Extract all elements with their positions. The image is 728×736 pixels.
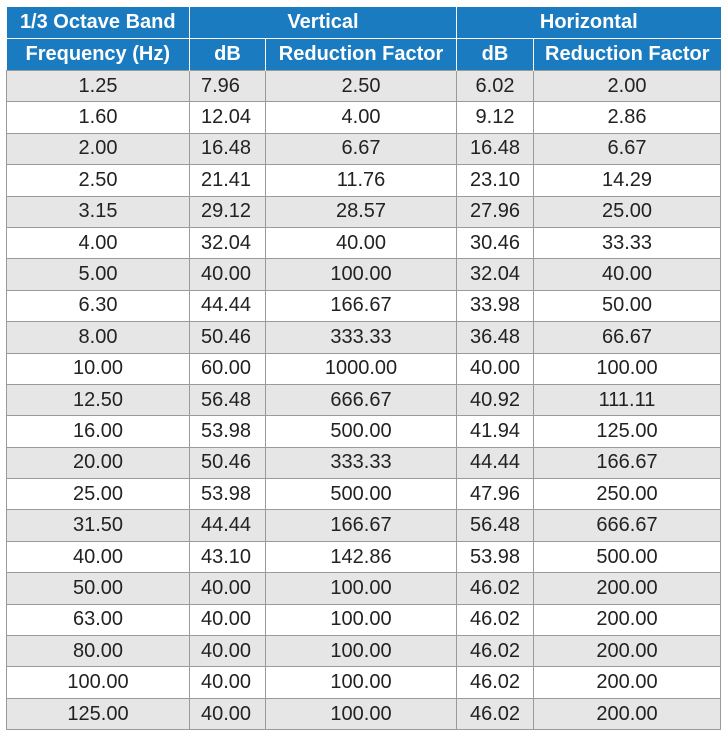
vertical-db-cell: 29.12 bbox=[190, 196, 266, 227]
frequency-cell: 12.50 bbox=[7, 384, 190, 415]
horizontal-db-cell: 16.48 bbox=[457, 133, 534, 164]
vertical-db-cell: 44.44 bbox=[190, 290, 266, 321]
table-row bbox=[7, 259, 721, 290]
frequency-cell: 2.50 bbox=[7, 165, 190, 196]
table-row bbox=[7, 698, 721, 729]
table-row bbox=[7, 479, 721, 510]
frequency-cell: 50.00 bbox=[7, 573, 190, 604]
horizontal-db-cell: 46.02 bbox=[457, 667, 534, 698]
frequency-cell: 31.50 bbox=[7, 510, 190, 541]
vibration-reduction-table bbox=[6, 7, 721, 730]
vertical-db-cell: 60.00 bbox=[190, 353, 266, 384]
header-band: 1/3 Octave Band bbox=[7, 7, 190, 39]
header-frequency: Frequency (Hz) bbox=[7, 39, 190, 71]
table-row bbox=[7, 447, 721, 478]
table-row bbox=[7, 102, 721, 133]
header-row-columns bbox=[7, 39, 721, 71]
vertical-db-cell: 56.48 bbox=[190, 384, 266, 415]
vertical-reduction-factor-cell: 166.67 bbox=[266, 510, 457, 541]
horizontal-reduction-factor-cell: 500.00 bbox=[534, 541, 721, 572]
vertical-db-cell: 40.00 bbox=[190, 259, 266, 290]
header-horizontal-reduction-factor: Reduction Factor bbox=[534, 39, 721, 71]
vertical-db-cell: 53.98 bbox=[190, 416, 266, 447]
frequency-cell: 1.60 bbox=[7, 102, 190, 133]
vertical-reduction-factor-cell: 100.00 bbox=[266, 573, 457, 604]
vertical-reduction-factor-cell: 500.00 bbox=[266, 479, 457, 510]
table-row bbox=[7, 133, 721, 164]
horizontal-reduction-factor-cell: 200.00 bbox=[534, 636, 721, 667]
vertical-db-cell: 32.04 bbox=[190, 227, 266, 258]
horizontal-db-cell: 40.00 bbox=[457, 353, 534, 384]
header-vertical-db: dB bbox=[190, 39, 266, 71]
vertical-reduction-factor-cell: 40.00 bbox=[266, 227, 457, 258]
vertical-reduction-factor-cell: 1000.00 bbox=[266, 353, 457, 384]
vertical-db-cell: 40.00 bbox=[190, 698, 266, 729]
frequency-cell: 6.30 bbox=[7, 290, 190, 321]
vertical-reduction-factor-cell: 142.86 bbox=[266, 541, 457, 572]
vertical-db-cell: 40.00 bbox=[190, 573, 266, 604]
horizontal-db-cell: 53.98 bbox=[457, 541, 534, 572]
horizontal-db-cell: 47.96 bbox=[457, 479, 534, 510]
horizontal-db-cell: 36.48 bbox=[457, 322, 534, 353]
header-row-groups bbox=[7, 7, 721, 39]
horizontal-db-cell: 41.94 bbox=[457, 416, 534, 447]
horizontal-reduction-factor-cell: 250.00 bbox=[534, 479, 721, 510]
vertical-reduction-factor-cell: 100.00 bbox=[266, 259, 457, 290]
table-row bbox=[7, 71, 721, 102]
header-horizontal-db: dB bbox=[457, 39, 534, 71]
vertical-db-cell: 21.41 bbox=[190, 165, 266, 196]
vertical-reduction-factor-cell: 2.50 bbox=[266, 71, 457, 102]
vertical-reduction-factor-cell: 333.33 bbox=[266, 447, 457, 478]
horizontal-reduction-factor-cell: 200.00 bbox=[534, 573, 721, 604]
vertical-reduction-factor-cell: 4.00 bbox=[266, 102, 457, 133]
vertical-db-cell: 53.98 bbox=[190, 479, 266, 510]
header-vertical: Vertical bbox=[190, 7, 457, 39]
horizontal-db-cell: 32.04 bbox=[457, 259, 534, 290]
frequency-cell: 125.00 bbox=[7, 698, 190, 729]
horizontal-reduction-factor-cell: 66.67 bbox=[534, 322, 721, 353]
vertical-reduction-factor-cell: 100.00 bbox=[266, 604, 457, 635]
horizontal-reduction-factor-cell: 200.00 bbox=[534, 667, 721, 698]
horizontal-reduction-factor-cell: 111.11 bbox=[534, 384, 721, 415]
frequency-cell: 8.00 bbox=[7, 322, 190, 353]
horizontal-db-cell: 40.92 bbox=[457, 384, 534, 415]
horizontal-db-cell: 44.44 bbox=[457, 447, 534, 478]
horizontal-reduction-factor-cell: 2.86 bbox=[534, 102, 721, 133]
table-row bbox=[7, 290, 721, 321]
horizontal-db-cell: 30.46 bbox=[457, 227, 534, 258]
vertical-reduction-factor-cell: 500.00 bbox=[266, 416, 457, 447]
horizontal-reduction-factor-cell: 666.67 bbox=[534, 510, 721, 541]
horizontal-reduction-factor-cell: 166.67 bbox=[534, 447, 721, 478]
vertical-db-cell: 16.48 bbox=[190, 133, 266, 164]
frequency-cell: 3.15 bbox=[7, 196, 190, 227]
table-row bbox=[7, 541, 721, 572]
horizontal-reduction-factor-cell: 200.00 bbox=[534, 698, 721, 729]
frequency-cell: 63.00 bbox=[7, 604, 190, 635]
header-vertical-reduction-factor: Reduction Factor bbox=[266, 39, 457, 71]
frequency-cell: 20.00 bbox=[7, 447, 190, 478]
horizontal-reduction-factor-cell: 40.00 bbox=[534, 259, 721, 290]
frequency-cell: 5.00 bbox=[7, 259, 190, 290]
vertical-reduction-factor-cell: 666.67 bbox=[266, 384, 457, 415]
table-row bbox=[7, 227, 721, 258]
table-row bbox=[7, 353, 721, 384]
frequency-cell: 25.00 bbox=[7, 479, 190, 510]
table-row bbox=[7, 667, 721, 698]
vertical-db-cell: 43.10 bbox=[190, 541, 266, 572]
table-row bbox=[7, 416, 721, 447]
table-row bbox=[7, 636, 721, 667]
horizontal-db-cell: 56.48 bbox=[457, 510, 534, 541]
vertical-db-cell: 40.00 bbox=[190, 667, 266, 698]
frequency-cell: 1.25 bbox=[7, 71, 190, 102]
horizontal-db-cell: 27.96 bbox=[457, 196, 534, 227]
frequency-cell: 2.00 bbox=[7, 133, 190, 164]
table-row bbox=[7, 573, 721, 604]
horizontal-reduction-factor-cell: 25.00 bbox=[534, 196, 721, 227]
header-horizontal: Horizontal bbox=[457, 7, 721, 39]
horizontal-db-cell: 6.02 bbox=[457, 71, 534, 102]
horizontal-db-cell: 23.10 bbox=[457, 165, 534, 196]
vertical-db-cell: 40.00 bbox=[190, 636, 266, 667]
horizontal-db-cell: 46.02 bbox=[457, 698, 534, 729]
vertical-db-cell: 44.44 bbox=[190, 510, 266, 541]
frequency-cell: 4.00 bbox=[7, 227, 190, 258]
vertical-db-cell: 40.00 bbox=[190, 604, 266, 635]
table-row bbox=[7, 196, 721, 227]
horizontal-reduction-factor-cell: 100.00 bbox=[534, 353, 721, 384]
vertical-db-cell: 50.46 bbox=[190, 322, 266, 353]
vertical-db-cell: 12.04 bbox=[190, 102, 266, 133]
table-row bbox=[7, 322, 721, 353]
frequency-cell: 40.00 bbox=[7, 541, 190, 572]
vertical-reduction-factor-cell: 100.00 bbox=[266, 636, 457, 667]
vertical-reduction-factor-cell: 166.67 bbox=[266, 290, 457, 321]
table-row bbox=[7, 510, 721, 541]
table-row bbox=[7, 604, 721, 635]
horizontal-db-cell: 33.98 bbox=[457, 290, 534, 321]
table-row bbox=[7, 384, 721, 415]
horizontal-reduction-factor-cell: 33.33 bbox=[534, 227, 721, 258]
horizontal-reduction-factor-cell: 200.00 bbox=[534, 604, 721, 635]
horizontal-db-cell: 9.12 bbox=[457, 102, 534, 133]
table-header bbox=[7, 7, 721, 71]
horizontal-reduction-factor-cell: 14.29 bbox=[534, 165, 721, 196]
vertical-reduction-factor-cell: 11.76 bbox=[266, 165, 457, 196]
horizontal-reduction-factor-cell: 50.00 bbox=[534, 290, 721, 321]
horizontal-db-cell: 46.02 bbox=[457, 573, 534, 604]
horizontal-reduction-factor-cell: 125.00 bbox=[534, 416, 721, 447]
vertical-reduction-factor-cell: 100.00 bbox=[266, 698, 457, 729]
vertical-reduction-factor-cell: 28.57 bbox=[266, 196, 457, 227]
frequency-cell: 80.00 bbox=[7, 636, 190, 667]
vertical-reduction-factor-cell: 6.67 bbox=[266, 133, 457, 164]
table-row bbox=[7, 165, 721, 196]
frequency-cell: 10.00 bbox=[7, 353, 190, 384]
vertical-db-cell: 7.96 bbox=[190, 71, 266, 102]
vertical-reduction-factor-cell: 100.00 bbox=[266, 667, 457, 698]
horizontal-reduction-factor-cell: 6.67 bbox=[534, 133, 721, 164]
horizontal-db-cell: 46.02 bbox=[457, 604, 534, 635]
frequency-cell: 100.00 bbox=[7, 667, 190, 698]
vertical-reduction-factor-cell: 333.33 bbox=[266, 322, 457, 353]
table-body bbox=[7, 71, 721, 730]
vertical-db-cell: 50.46 bbox=[190, 447, 266, 478]
horizontal-db-cell: 46.02 bbox=[457, 636, 534, 667]
frequency-cell: 16.00 bbox=[7, 416, 190, 447]
table-container bbox=[6, 7, 720, 730]
horizontal-reduction-factor-cell: 2.00 bbox=[534, 71, 721, 102]
